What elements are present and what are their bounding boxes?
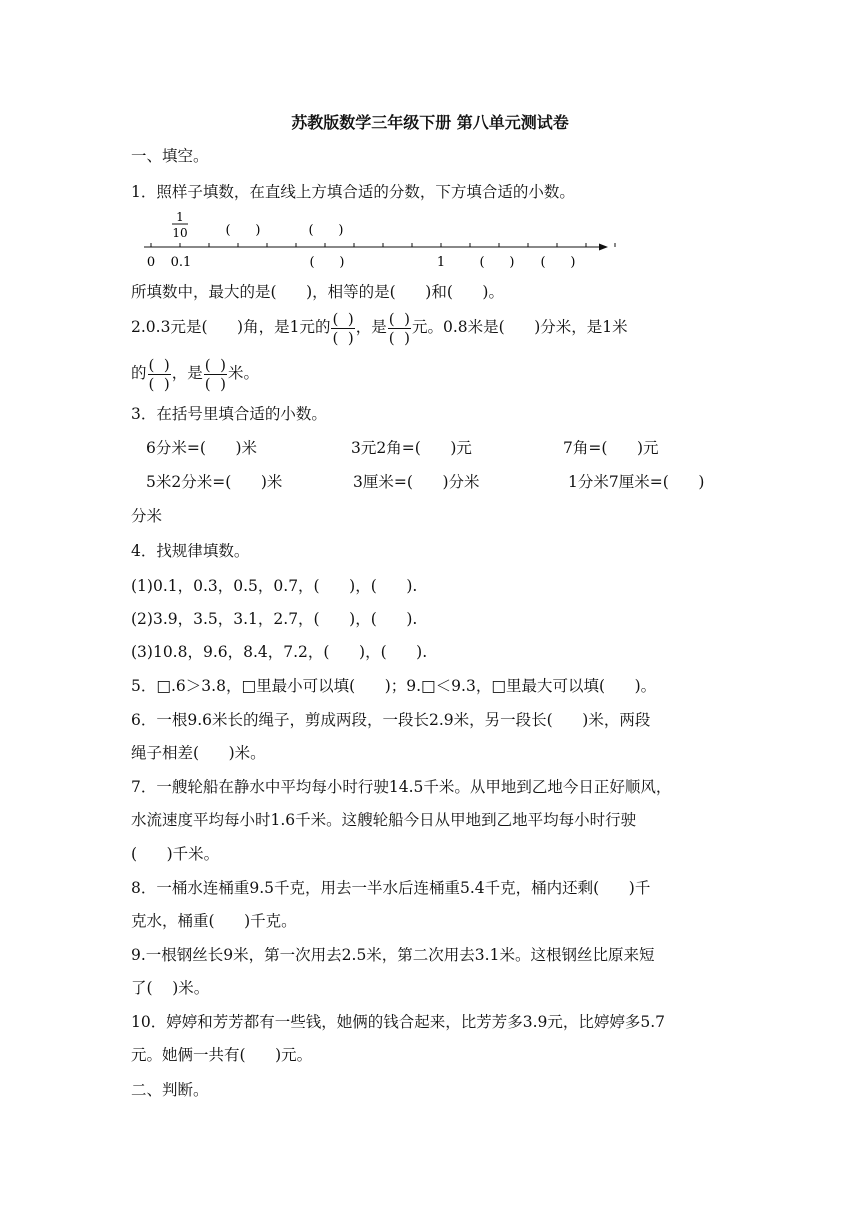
- fraction-blank-denominator: ( ): [332, 328, 354, 347]
- question-3-row2-wrap: 分米: [131, 507, 163, 525]
- question-4-item-1: (1)0.1，0.3，0.5，0.7，( )，( ).: [131, 577, 418, 595]
- question-2-line-2: [131, 350, 259, 396]
- question-2-part-e: ，是: [171, 364, 203, 382]
- number-line-ticks: [151, 243, 615, 247]
- question-2-part-c: 元。0.8米是( )分米，是1米: [411, 318, 628, 336]
- question-2-part-d: 的: [131, 364, 147, 382]
- number-line-below-blank-1: ( ): [309, 255, 345, 270]
- question-3-row2-item3: 1分米7厘米=( ): [568, 473, 705, 491]
- fraction-blank-numerator: ( ): [388, 309, 410, 328]
- fraction-numerator: 1: [176, 210, 184, 224]
- question-1-text: 1．照样子填数，在直线上方填合适的分数，下方填合适的小数。: [131, 183, 575, 201]
- question-1-followup: 所填数中，最大的是( )，相等的是( )和( )。: [131, 283, 504, 301]
- question-4-item-3: (3)10.8，9.6，8.4，7.2，( )，( ).: [131, 643, 428, 661]
- number-line-above-blank-1: ( ): [225, 223, 261, 238]
- question-3-text: 3．在括号里填合适的小数。: [131, 405, 327, 423]
- number-line-figure: [140, 210, 620, 270]
- question-9-line-1: 9.一根钢丝长9米，第一次用去2.5米，第二次用去3.1米。这根钢丝比原来短: [131, 946, 655, 964]
- fraction-denominator: 10: [172, 226, 188, 240]
- fraction-blank-denominator: ( ): [388, 328, 410, 347]
- question-8-line-2: 克水，桶重( )千克。: [131, 912, 297, 930]
- question-8-line-1: 8．一桶水连桶重9.5千克，用去一半水后连桶重5.4千克，桶内还剩( )千: [131, 879, 651, 897]
- question-3-row1-item3: 7角=( )元: [563, 439, 659, 457]
- fraction-blank-numerator: ( ): [204, 355, 227, 374]
- fraction-blank-4: [204, 356, 227, 393]
- question-3-row2-item1: 5米2分米=( )米: [146, 473, 283, 491]
- question-10-line-2: 元。她俩一共有( )元。: [131, 1046, 313, 1064]
- fraction-blank-denominator: ( ): [204, 374, 227, 393]
- question-7-line-1: 7．一艘轮船在静水中平均每小时行驶14.5千米。从甲地到乙地今日正好顺风，: [131, 778, 672, 796]
- fraction-blank-denominator: ( ): [148, 374, 170, 393]
- question-3-row2-item2: 3厘米=( )分米: [353, 473, 480, 491]
- question-9-line-2: 了( )米。: [131, 979, 210, 997]
- question-6-line-2: 绳子相差( )米。: [131, 744, 266, 762]
- fraction-blank-numerator: ( ): [332, 309, 354, 328]
- question-2-part-b: ，是: [355, 318, 387, 336]
- question-5-text: 5．□.6＞3.8，□里最小可以填( )；9.□＜9.3，□里最大可以填( )。: [131, 677, 657, 695]
- fraction-blank-2: [388, 310, 411, 347]
- number-line-below-blank-3: ( ): [540, 255, 576, 270]
- number-line-above-blank-2: ( ): [308, 223, 344, 238]
- question-10-line-1: 10．婷婷和芳芳都有一些钱，她俩的钱合起来，比芳芳多3.9元，比婷婷多5.7: [131, 1013, 666, 1031]
- page-title: 苏教版数学三年级下册 第八单元测试卷: [291, 113, 569, 132]
- fraction-blank-3: [148, 356, 171, 393]
- question-6-line-1: 6．一根9.6米长的绳子，剪成两段，一段长2.9米，另一段长( )米，两段: [131, 711, 651, 729]
- number-line-label-0: 0: [146, 255, 156, 270]
- question-7-line-2: 水流速度平均每小时1.6千米。这艘轮船今日从甲地到乙地平均每小时行驶: [131, 811, 637, 829]
- question-3-row1-item1: 6分米=( )米: [146, 439, 258, 457]
- question-4-text: 4．找规律填数。: [131, 542, 250, 560]
- section-judgement-heading: 二、判断。: [131, 1081, 209, 1099]
- number-line-label-0-1: 0.1: [170, 255, 192, 270]
- question-2-part-f: 米。: [228, 364, 260, 382]
- section-fill-blank-heading: 一、填空。: [131, 147, 209, 165]
- fraction-blank-1: [331, 310, 354, 347]
- question-7-line-3: ( )千米。: [131, 845, 220, 863]
- number-line-label-1: 1: [436, 255, 446, 270]
- number-line-arrow-icon: [599, 244, 608, 251]
- question-3-row1-item2: 3元2角=( )元: [351, 439, 472, 457]
- question-2-part-a: 2.0.3元是( )角，是1元的: [131, 318, 331, 336]
- fraction-blank-numerator: ( ): [148, 355, 170, 374]
- question-4-item-2: (2)3.9，3.5，3.1，2.7，( )，( ).: [131, 610, 418, 628]
- question-2-line-1: [131, 304, 628, 350]
- number-line-below-blank-2: ( ): [479, 255, 515, 270]
